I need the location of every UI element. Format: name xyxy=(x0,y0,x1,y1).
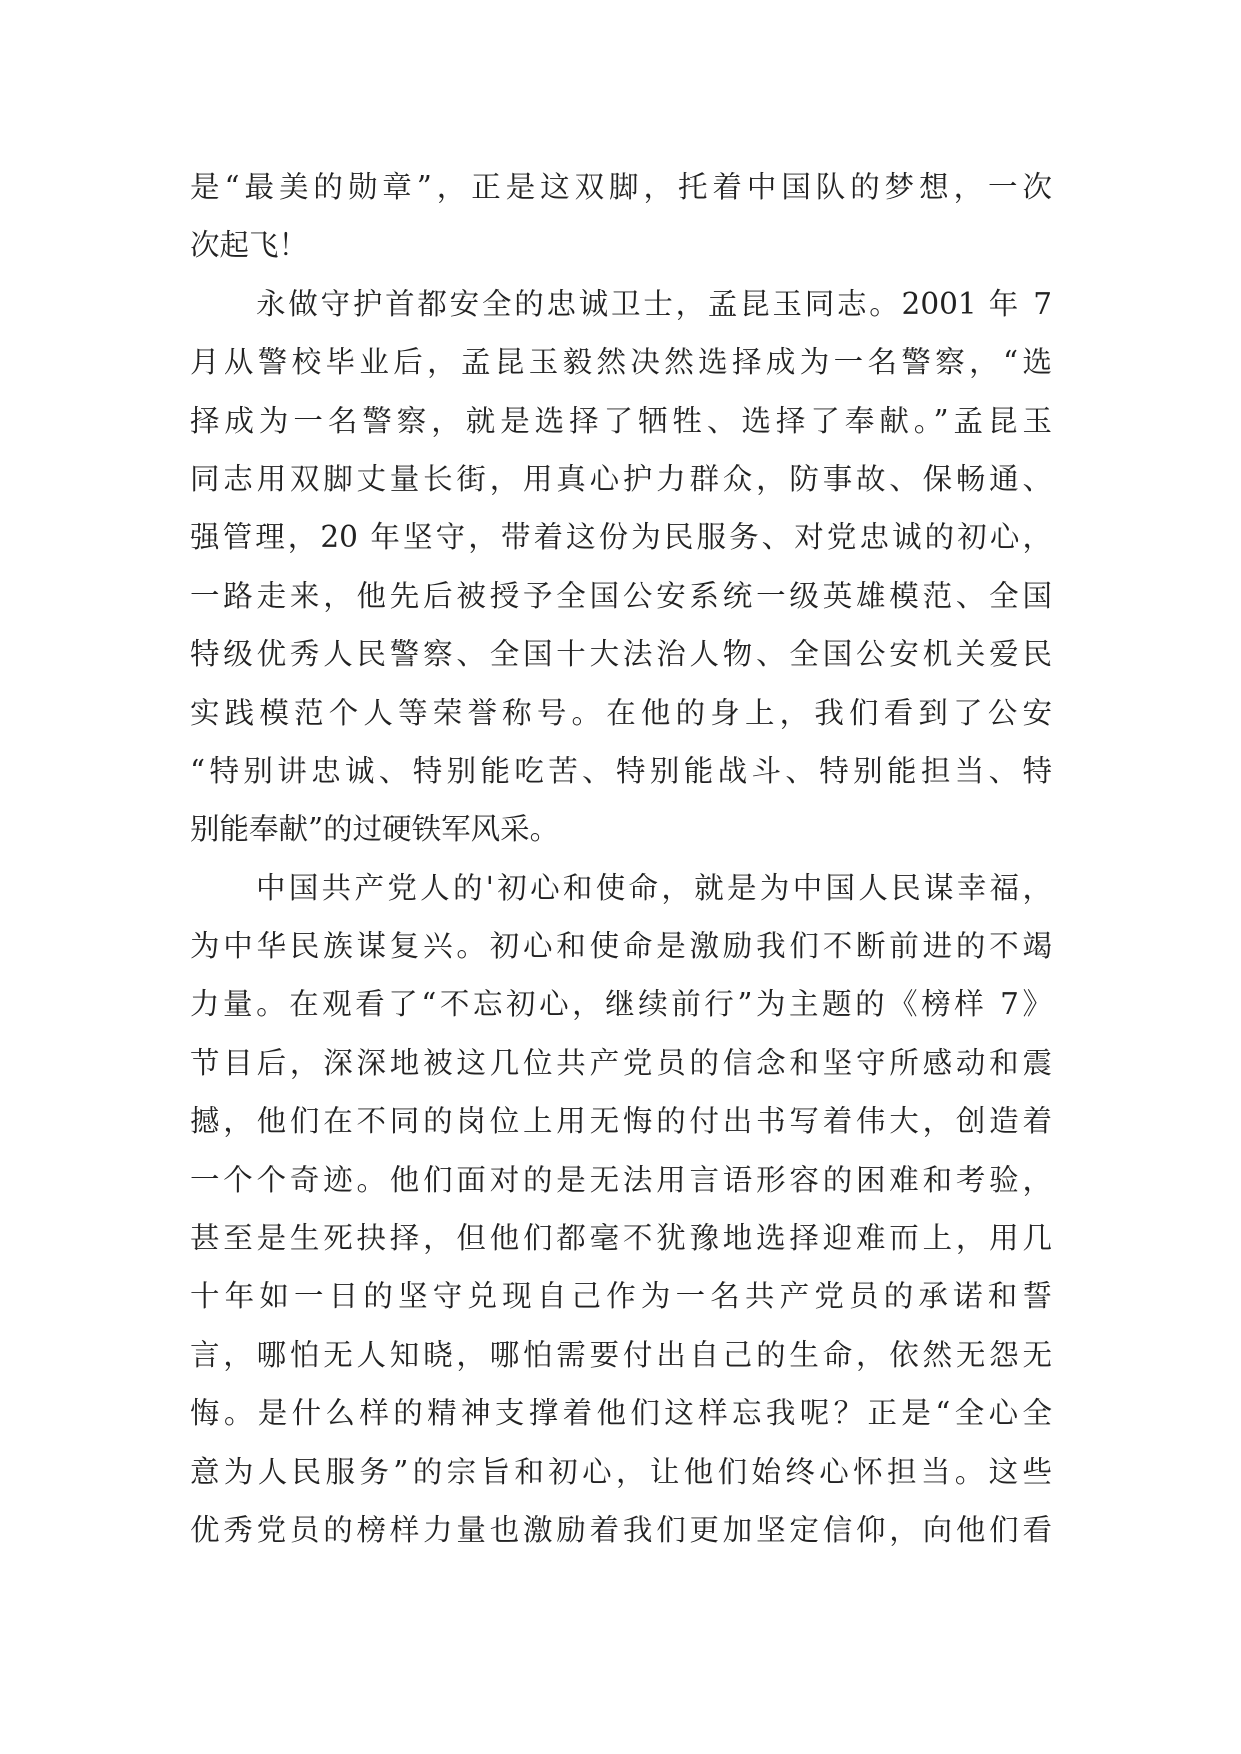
text-line: 甚至是生死抉择，但他们都毫不犹豫地选择迎难而上，用几 xyxy=(190,1221,1052,1256)
paragraph-start-line: 永做守护首都安全的忠诚卫士，孟昆玉同志。2001 年 7 xyxy=(256,286,1052,321)
text-line: 特级优秀人民警察、全国十大法治人物、全国公安机关爱民 xyxy=(190,637,1052,672)
text-line: 同志用双脚丈量长街，用真心护力群众，防事故、保畅通、 xyxy=(190,461,1052,496)
text-line: 择成为一名警察，就是选择了牺牲、选择了奉献。”孟昆玉 xyxy=(190,403,1052,438)
text-line: 节目后，深深地被这几位共产党员的信念和坚守所感动和震 xyxy=(190,1045,1052,1080)
text-line: 言，哪怕无人知晓，哪怕需要付出自己的生命，依然无怨无 xyxy=(190,1337,1052,1372)
text-line: 别能奉献”的过硬铁军风采。 xyxy=(190,812,560,847)
text-line: 一路走来，他先后被授予全国公安系统一级英雄模范、全国 xyxy=(190,578,1052,613)
text-line: 十年如一日的坚守兑现自己作为一名共产党员的承诺和誓 xyxy=(190,1279,1052,1314)
text-line: 次起飞！ xyxy=(190,228,309,263)
document-page xyxy=(190,158,1052,1559)
text-line: 意为人民服务”的宗旨和初心，让他们始终心怀担当。这些 xyxy=(190,1454,1052,1489)
paragraph-start-line: 中国共产党人的'初心和使命，就是为中国人民谋幸福， xyxy=(256,870,1052,905)
text-line: 一个个奇迹。他们面对的是无法用言语形容的困难和考验， xyxy=(190,1162,1052,1197)
text-line: “特别讲忠诚、特别能吃苦、特别能战斗、特别能担当、特 xyxy=(190,753,1052,788)
text-line: 悔。是什么样的精神支撑着他们这样忘我呢？正是“全心全 xyxy=(190,1396,1052,1431)
text-line: 强管理，20 年坚守，带着这份为民服务、对党忠诚的初心， xyxy=(190,520,1052,555)
text-line: 是“最美的勋章”，正是这双脚，托着中国队的梦想，一次 xyxy=(190,170,1052,204)
text-line: 实践模范个人等荣誉称号。在他的身上，我们看到了公安 xyxy=(190,695,1052,730)
text-line: 优秀党员的榜样力量也激励着我们更加坚定信仰，向他们看 xyxy=(190,1512,1052,1547)
text-line: 月从警校毕业后，孟昆玉毅然决然选择成为一名警察，“选 xyxy=(190,345,1052,380)
text-line: 撼，他们在不同的岗位上用无悔的付出书写着伟大，创造着 xyxy=(190,1104,1052,1139)
text-line: 力量。在观看了“不忘初心，继续前行”为主题的《榜样 7》 xyxy=(190,987,1052,1022)
text-line: 为中华民族谋复兴。初心和使命是激励我们不断前进的不竭 xyxy=(190,929,1052,964)
